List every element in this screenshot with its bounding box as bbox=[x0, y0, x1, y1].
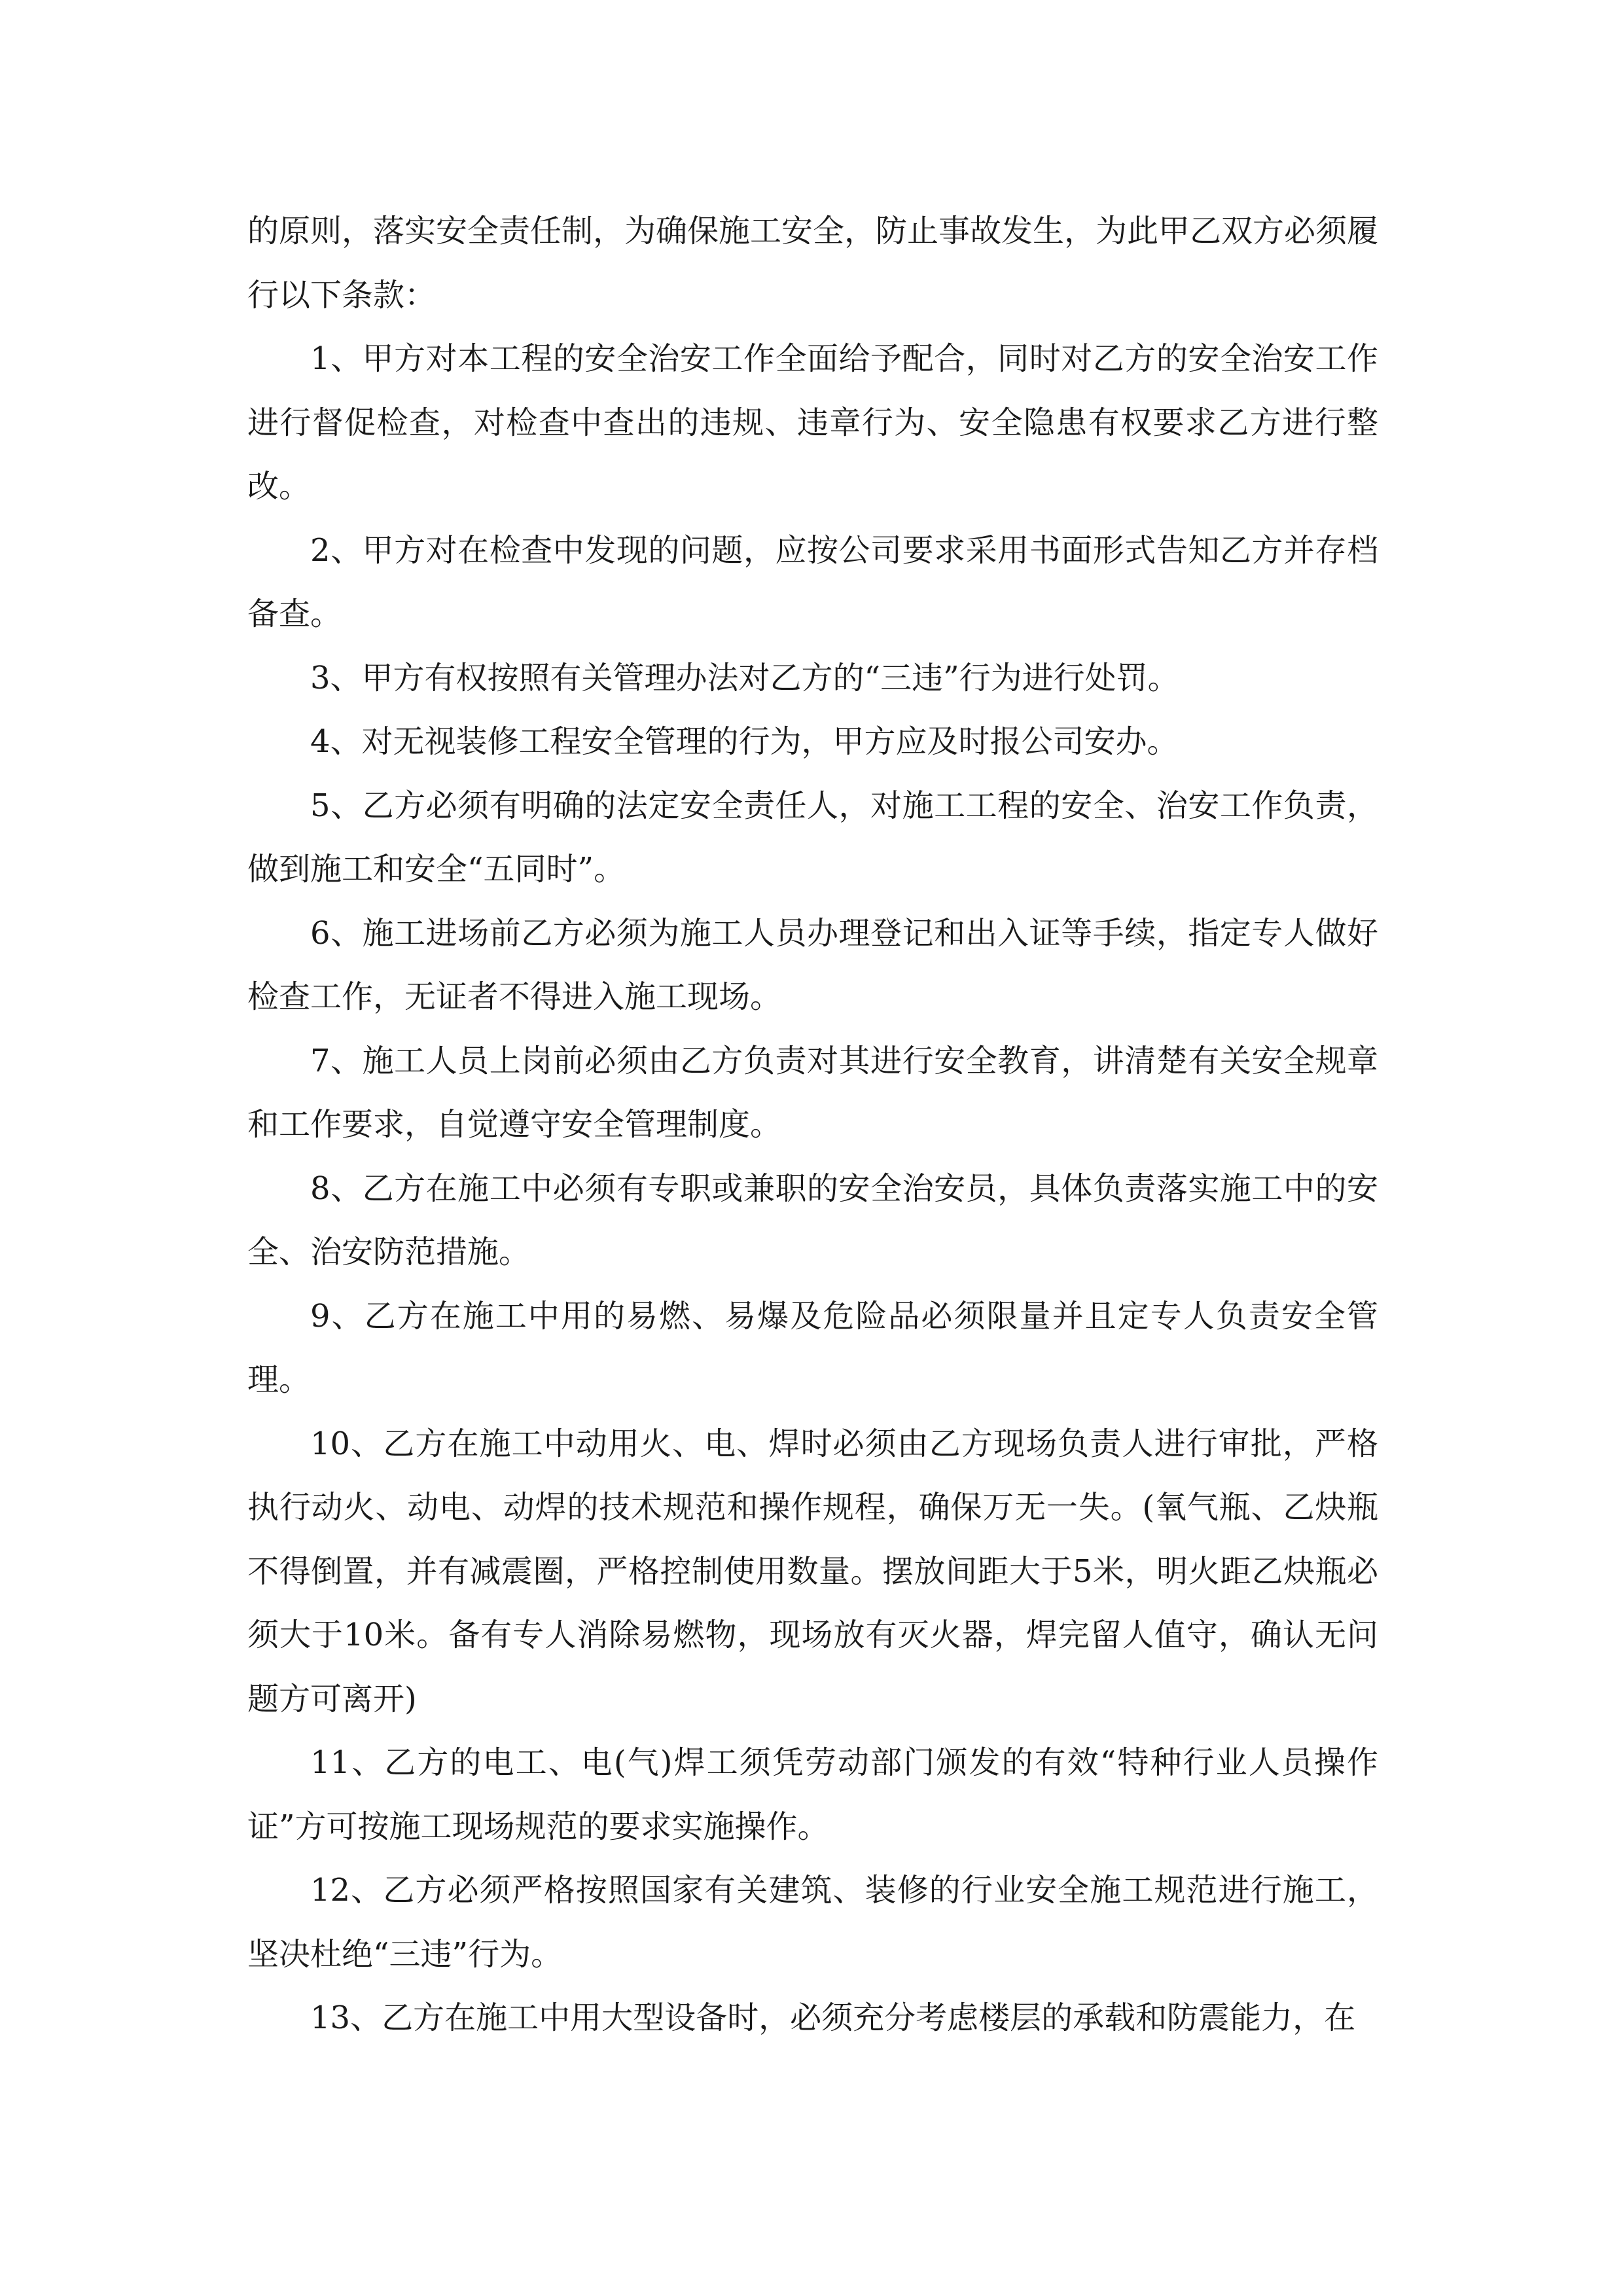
paragraph-clause-9: 9、乙方在施工中用的易燃、易爆及危险品必须限量并且定专人负责安全管理。 bbox=[247, 1297, 1378, 1398]
paragraph-clause-12: 12、乙方必须严格按照国家有关建筑、装修的行业安全施工规范进行施工，坚决杜绝“三违”行为。 bbox=[247, 1872, 1378, 1973]
paragraph-intro: 的原则，落实安全责任制，为确保施工安全，防止事故发生，为此甲乙双方必须履行以下条款： bbox=[247, 213, 1379, 314]
paragraph-clause-11: 11、乙方的电工、电(气)焊工须凭劳动部门颁发的有效“特种行业人员操作证”方可按施工现场规范的要求实施操作。 bbox=[247, 1744, 1378, 1845]
paragraph-clause-2: 2、甲方对在检查中发现的问题，应按公司要求采用书面形式告知乙方并存档备查。 bbox=[247, 531, 1378, 632]
document-body bbox=[247, 200, 1378, 2051]
paragraph-clause-4: 4、对无视装修工程安全管理的行为，甲方应及时报公司安办。 bbox=[310, 723, 1179, 760]
paragraph-clause-7: 7、施工人员上岗前必须由乙方负责对其进行安全教育，讲清楚有关安全规章和工作要求，自觉遵守安全管理制度。 bbox=[247, 1042, 1378, 1143]
paragraph-clause-1: 1、甲方对本工程的安全治安工作全面给予配合，同时对乙方的安全治安工作进行督促检查，对检查中查出的违规、违章行为、安全隐患有权要求乙方进行整改。 bbox=[247, 340, 1378, 505]
paragraph-clause-8: 8、乙方在施工中必须有专职或兼职的安全治安员，具体负责落实施工中的安全、治安防范措施。 bbox=[247, 1170, 1378, 1270]
paragraph-clause-10: 10、乙方在施工中动用火、电、焊时必须由乙方现场负责人进行审批，严格执行动火、动电、动焊的技术规范和操作规程，确保万无一失。(氧气瓶、乙炔瓶不得倒置，并有减震圈，严格控制使用数量。摆放间距大于5米，明火距乙炔瓶必须大于10米。备有专人消除易燃物，现场放有灭火器，焊完留人值守，确认无问题方可离开) bbox=[247, 1425, 1378, 1717]
paragraph-clause-3: 3、甲方有权按照有关管理办法对乙方的“三违”行为进行处罚。 bbox=[310, 659, 1179, 696]
paragraph-clause-5: 5、乙方必须有明确的法定安全责任人，对施工工程的安全、治安工作负责，做到施工和安全“五同时”。 bbox=[247, 787, 1378, 888]
paragraph-clause-6: 6、施工进场前乙方必须为施工人员办理登记和出入证等手续，指定专人做好检查工作，无证者不得进入施工现场。 bbox=[247, 914, 1378, 1015]
paragraph-clause-13: 13、乙方在施工中用大型设备时，必须充分考虑楼层的承载和防震能力，在 bbox=[310, 2000, 1356, 2036]
